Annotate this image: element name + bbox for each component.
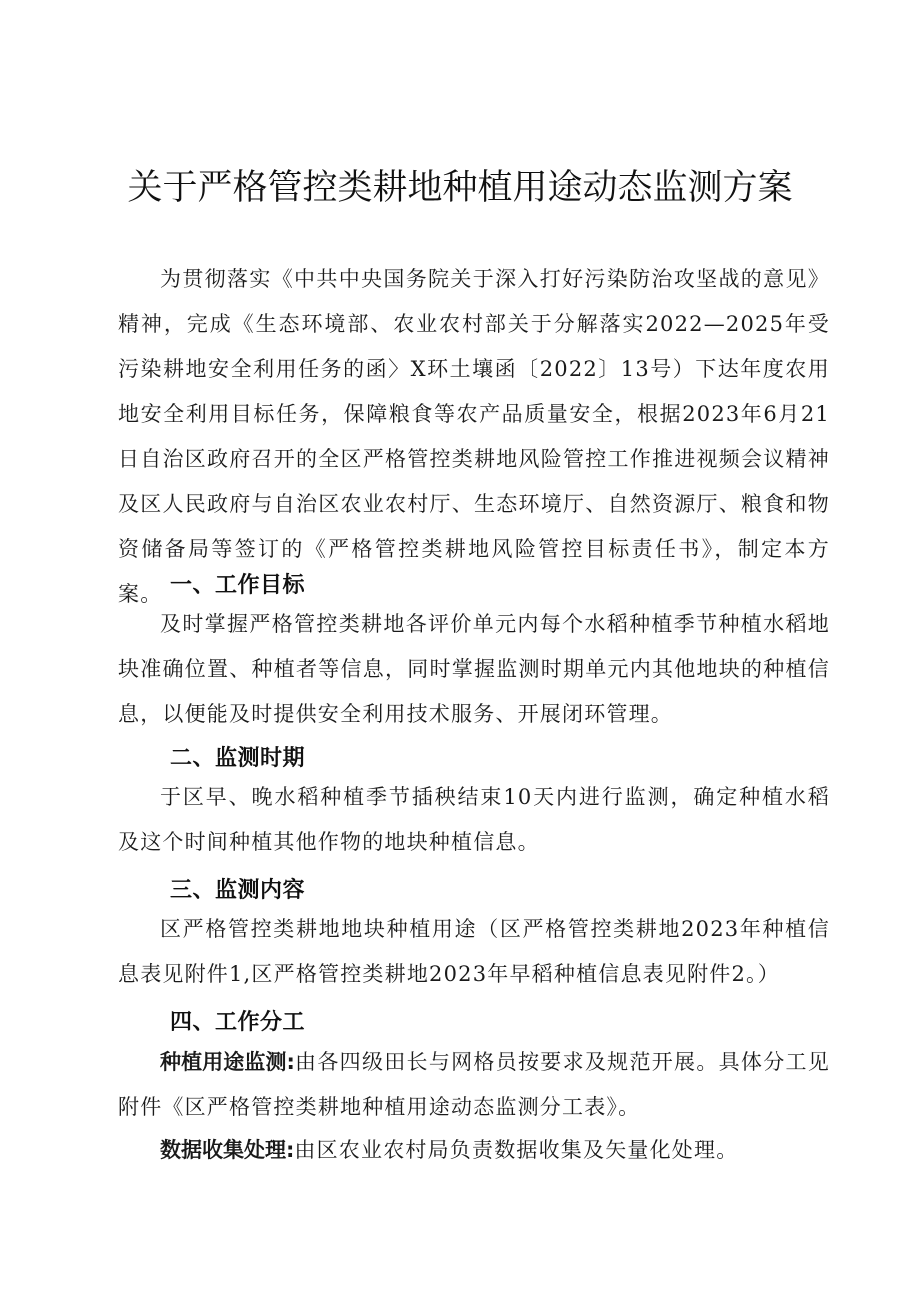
division-item-data-text: 由区农业农村局负责数据收集及矢量化处理。: [294, 1138, 739, 1162]
section-heading-period: 二、监测时期: [170, 746, 306, 771]
section-heading-goals: 一、工作目标: [170, 573, 306, 598]
section-text-period: 于区早、晚水稻种植季节插秧结束10天内进行监测，确定种植水稻及这个时间种植其他作物的地块种植信息。: [118, 785, 830, 854]
division-item-data-lead: 数据收集处理:: [160, 1138, 295, 1162]
division-item-planting: [118, 1040, 830, 1130]
division-item-data: [118, 1128, 830, 1173]
section-heading-division: 四、工作分工: [170, 1010, 306, 1035]
division-item-planting-lead: 种植用途监测:: [160, 1050, 295, 1074]
section-text-goals: 及时掌握严格管控类耕地各评价单元内每个水稻种植季节种植水稻地块准确位置、种植者等信息，同时掌握监测时期单元内其他地块的种植信息，以便能及时提供安全利用技术服务、开展闭环管理。: [118, 612, 830, 726]
intro-paragraph: 为贯彻落实《中共中央国务院关于深入打好污染防治攻坚战的意见》精神，完成《生态环境部、农业农村部关于分解落实2022—2025年受污染耕地安全利用任务的函〉X环土壤函〔2022〕13号）下达年度农用地安全利用目标任务，保障粮食等农产品质量安全，根据2023年6月21日自治区政府召开的全区严格管控类耕地风险管控工作推进视频会议精神及区人民政府与自治区农业农村厅、生态环境厅、自然资源厅、粮食和物资储备局等签订的《严格管控类耕地风险管控目标责任书》，制定本方案。: [118, 267, 830, 606]
division-item-planting-text: 由各四级田长与网格员按要求及规范开展。具体分工见附件《区严格管控类耕地种植用途动态监测分工表》。: [118, 1050, 830, 1119]
section-heading-content: 三、监测内容: [170, 878, 306, 903]
section-text-content: 区严格管控类耕地地块种植用途（区严格管控类耕地2023年种植信息表见附件1,区严格管控类耕地2023年早稻种植信息表见附件2。）: [118, 917, 830, 986]
document-title: 关于严格管控类耕地种植用途动态监测方案: [127, 168, 793, 208]
